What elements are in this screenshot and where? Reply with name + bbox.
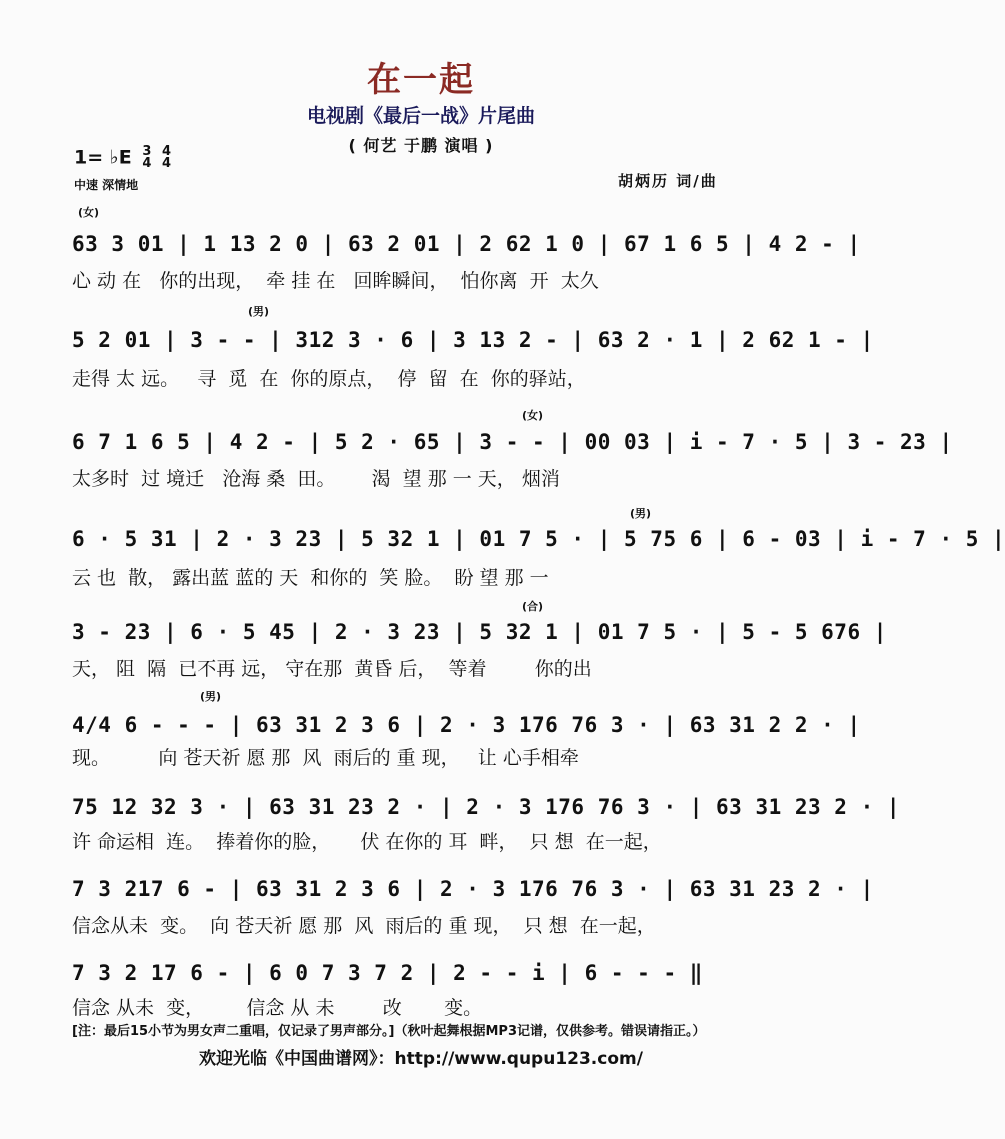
time-signature-first-top: 3 [142, 144, 152, 159]
voice-label-chorus: (合) [522, 600, 544, 613]
score-line-8-notes: 7 3 217 6 - | 63 31 2 3 6 | 2 · 3 176 76 3 · | 63 31 23 2 · | [72, 877, 874, 901]
score-line-4-lyrics: 云 也 散， 露出蓝 蓝的 天 和你的 笑 脸。 盼 望 那 一 [72, 567, 549, 589]
voice-label-male-3: (男) [200, 690, 222, 703]
time-signature-second-top: 4 [162, 144, 172, 159]
key-signature [74, 146, 171, 170]
score-line-9-lyrics: 信念 从未 变， 信念 从 未 改 变。 [72, 997, 483, 1019]
score-line-7-notes: 75 12 32 3 · | 63 31 23 2 · | 2 · 3 176 76 3 · | 63 31 23 2 · | [72, 795, 901, 819]
score-line-2-notes: 5 2 01 | 3 - - | 312 3 · 6 | 3 13 2 - | 63 2 · 1 | 2 62 1 - | [72, 328, 874, 352]
voice-label-female-2: (女) [522, 409, 544, 422]
page-subtitle: 电视剧《最后一战》片尾曲 [306, 105, 535, 127]
footer-website[interactable]: 欢迎光临《中国曲谱网》：http://www.qupu123.com/ [199, 1049, 643, 1069]
score-line-3-lyrics: 太多时 过 境迁 沧海 桑 田。 渴 望 那 一 天， 烟消 [72, 468, 560, 490]
score-line-9-notes: 7 3 2 17 6 - | 6 0 7 3 7 2 | 2 - - i | 6 - - - ‖ [72, 961, 703, 985]
singers-line: ( 何艺 于鹏 演唱 ) [348, 136, 494, 155]
annotation-note: [注：最后15小节为男女声二重唱，仅记录了男声部分。]（秋叶起舞根据MP3记谱，仅供参考。错误请指正。） [72, 1024, 706, 1039]
score-line-5-notes: 3 - 23 | 6 · 5 45 | 2 · 3 23 | 5 32 1 | 01 7 5 · | 5 - 5 676 | [72, 620, 887, 644]
time-signature-second [162, 146, 171, 170]
score-line-1-lyrics: 心 动 在 你的出现， 牵 挂 在 回眸瞬间， 怕你离 开 太久 [72, 270, 599, 292]
score-line-2-lyrics: 走得 太 远。 寻 觅 在 你的原点， 停 留 在 你的驿站， [72, 368, 586, 390]
voice-label-female: (女) [78, 206, 100, 219]
voice-label-male: (男) [248, 305, 270, 318]
composer-credit: 胡炳历 词/曲 [618, 172, 718, 190]
key-label: 1= ♭E [74, 146, 132, 169]
voice-label-male-2: (男) [630, 507, 652, 520]
score-line-7-lyrics: 许 命运相 连。 捧着你的脸， 伏 在你的 耳 畔， 只 想 在一起， [72, 831, 662, 853]
time-signature-second-bottom: 4 [162, 156, 172, 171]
score-line-6-lyrics: 现。 向 苍天祈 愿 那 风 雨后的 重 现， 让 心手相牵 [72, 747, 579, 769]
page-title: 在一起 [367, 60, 475, 100]
score-line-1-notes: 63 3 01 | 1 13 2 0 | 63 2 01 | 2 62 1 0 | 67 1 6 5 | 4 2 - | [72, 232, 861, 256]
score-line-3-notes: 6 7 1 6 5 | 4 2 - | 5 2 · 65 | 3 - - | 00 03 | i - 7 · 5 | 3 - 23 | [72, 430, 953, 454]
time-signature-first [142, 146, 151, 170]
score-line-4-notes: 6 · 5 31 | 2 · 3 23 | 5 32 1 | 01 7 5 · | 5 75 6 | 6 - 03 | i - 7 · 5 | [72, 527, 1005, 551]
tempo-marking: 中速 深情地 [74, 178, 139, 192]
score-line-6-notes: 4/4 6 - - - | 63 31 2 3 6 | 2 · 3 176 76 3 · | 63 31 2 2 · | [72, 713, 861, 737]
score-line-8-lyrics: 信念从未 变。 向 苍天祈 愿 那 风 雨后的 重 现， 只 想 在一起， [72, 915, 656, 937]
score-line-5-lyrics: 天， 阻 隔 已不再 远， 守在那 黄昏 后， 等着 你的出 [72, 658, 592, 680]
time-signature-first-bottom: 4 [142, 156, 152, 171]
